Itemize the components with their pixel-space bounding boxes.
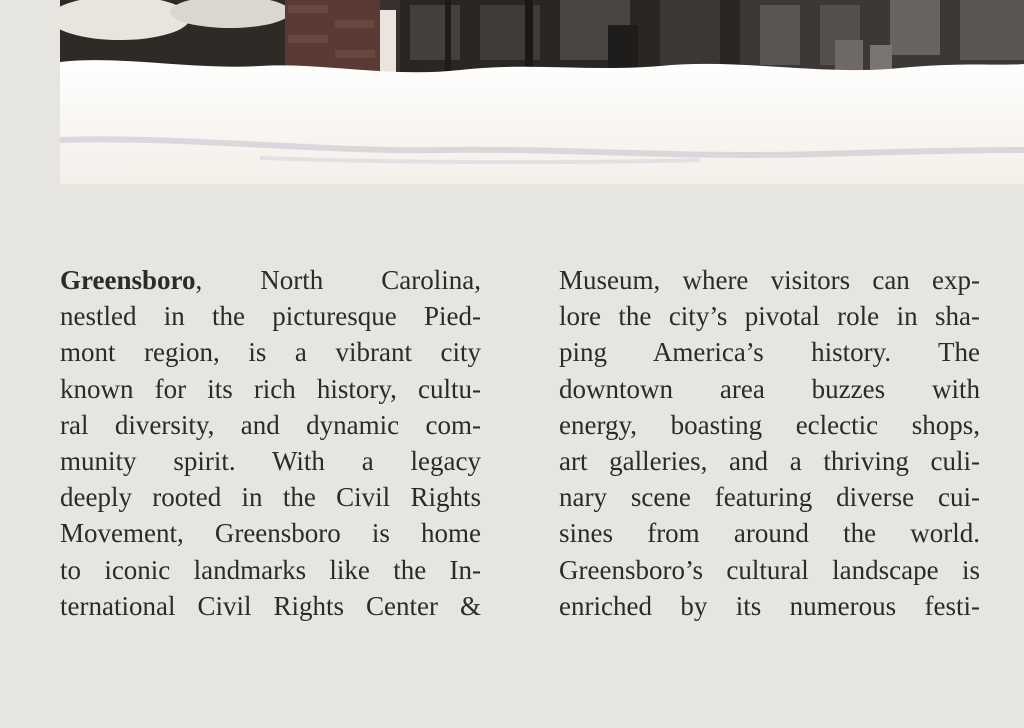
text-line: sines from around the world. [559, 518, 980, 549]
text-line: Movement, Greensboro is home [60, 518, 481, 549]
text-line: ping America’s history. The [559, 337, 980, 368]
text-line: downtown area buzzes with [559, 373, 980, 404]
text-line: Greensboro’s cultural landscape is [559, 554, 980, 585]
text-line: Museum, where visitors can exp- [559, 265, 980, 295]
text-line: mont region, is a vibrant city [60, 337, 481, 368]
text-line: known for its rich history, cultu- [60, 373, 481, 404]
text-line: munity spirit. With a legacy [60, 445, 481, 476]
text-line: enriched by its numerous festi- [559, 590, 980, 621]
text-line: lore the city’s pivotal role in sha- [559, 301, 980, 332]
snowy-street-photo [60, 0, 1024, 184]
text-line: ral diversity, and dynamic com- [60, 409, 481, 440]
article-column-left [60, 262, 481, 624]
text-line: to iconic landmarks like the In- [60, 554, 481, 585]
text-line: deeply rooted in the Civil Rights [60, 482, 481, 513]
text-line: art galleries, and a thriving culi- [559, 445, 980, 476]
article-column-right [559, 262, 980, 624]
text-line: energy, boasting eclectic shops, [559, 409, 980, 440]
text-line: Greensboro, North Carolina, [60, 265, 481, 295]
text-line: nestled in the picturesque Pied- [60, 301, 481, 332]
text-line: ternational Civil Rights Center & [60, 590, 481, 621]
lead-term: Greensboro [60, 265, 196, 295]
text-line: nary scene featuring diverse cui- [559, 482, 980, 513]
